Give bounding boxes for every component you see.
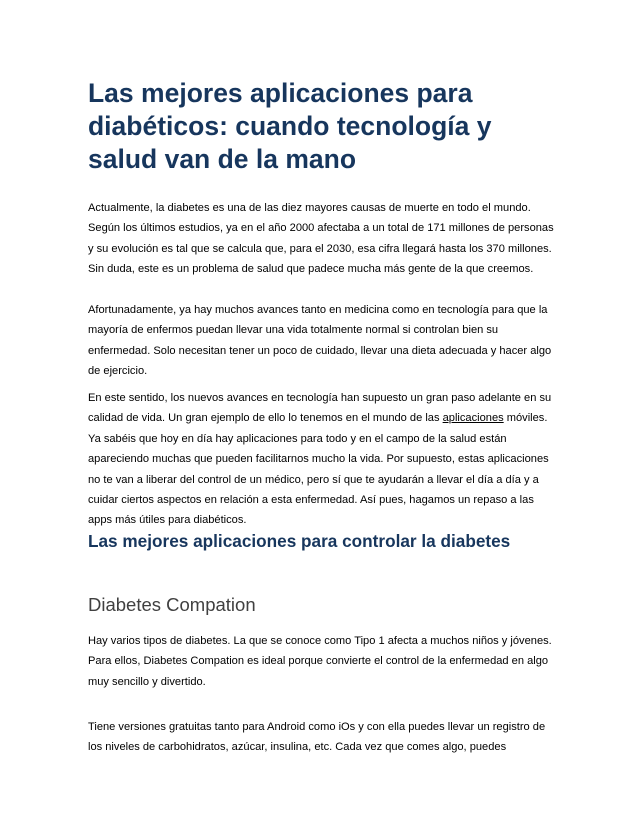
paragraph-intro: Actualmente, la diabetes es una de las diez mayores causas de muerte en todo el mundo. Según los últimos estudios, ya en el año 2000 afectaba a un total de 171 millones de personas y su evolución es tal que se calcula que, para el 2030, esa cifra llegará hasta los 370 millones. Sin duda, este es un problema de salud que padece mucha más gente de la que creemos.	[88, 202, 554, 276]
paragraph-apps-end: móviles. Ya sabéis que hoy en día hay aplicaciones para todo y en el campo de la salud están apareciendo muchas que pueden facilitarnos mucho la vida. Por supuesto, estas aplicaciones no te van a liberar del control de un médico, pero sí que te ayudarán a llevar el día a día y a cuidar ciertos aspectos en relación a esta enfermedad. Así pues, hagamos un repaso a las apps más útiles para diabéticos.	[88, 412, 549, 527]
article-title: Las mejores aplicaciones para diabéticos: cuando tecnología y salud van de la mano	[88, 78, 492, 174]
subheading-diabetes-compation: Diabetes Compation	[88, 594, 256, 615]
aplicaciones-link[interactable]: aplicaciones	[442, 412, 504, 425]
paragraph-versions: Tiene versiones gratuitas tanto para Android como iOs y con ella puedes llevar un registro de los niveles de carbohidratos, azúcar, insulina, etc. Cada vez que comes algo, puedes	[88, 721, 546, 754]
section-heading: Las mejores aplicaciones para controlar la diabetes	[88, 531, 511, 551]
paragraph-apps	[88, 388, 554, 531]
paragraph-apps-start: En este sentido, los nuevos avances en tecnología han supuesto un gran paso adelante en su calidad de vida. Un gran ejemplo de ello lo tenemos en el mundo de las	[88, 392, 552, 425]
paragraph-types: Hay varios tipos de diabetes. La que se conoce como Tipo 1 afecta a muchos niños y jóvenes. Para ellos, Diabetes Compation es ideal porque convierte el control de la enfermedad en algo muy sencillo y divertido.	[88, 635, 552, 688]
paragraph-advances: Afortunadamente, ya hay muchos avances tanto en medicina como en tecnología para que la mayoría de enfermos puedan llevar una vida totalmente normal si controlan bien su enfermedad. Solo necesitan tener un poco de cuidado, llevar una dieta adecuada y hacer algo de ejercicio.	[88, 304, 552, 378]
